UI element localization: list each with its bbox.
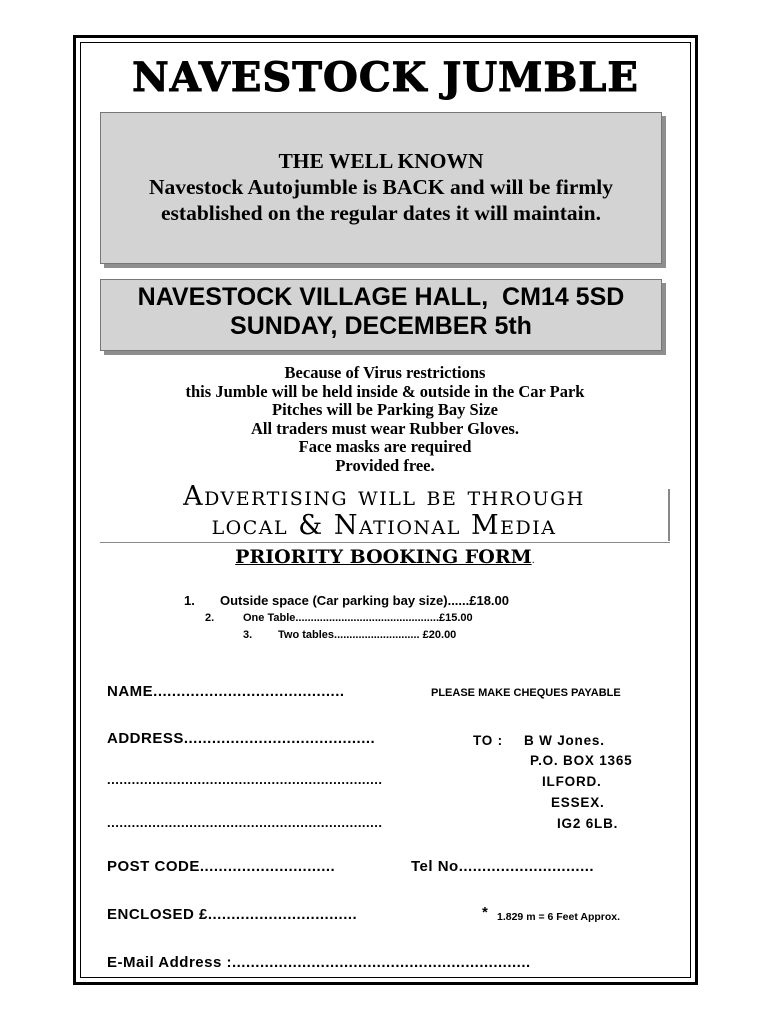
advert-line-2: local & National Media <box>211 510 557 541</box>
virus-line-1: Because of Virus restrictions <box>284 363 486 382</box>
intro-line-2: Navestock Autojumble is BACK and will be firmly <box>148 175 614 199</box>
post-code-field[interactable]: POST CODE............................. <box>107 858 336 875</box>
page-title: NAVESTOCK JUMBLE <box>132 54 639 101</box>
advert-banner <box>100 480 672 540</box>
address-line-3[interactable]: ................................................................... <box>107 815 383 830</box>
venue-line-1: NAVESTOCK VILLAGE HALL, CM14 5SD <box>137 283 625 311</box>
priority-suffix: . <box>531 555 535 566</box>
intro-text <box>97 148 665 226</box>
venue-line-2: SUNDAY, DECEMBER 5th <box>230 312 532 340</box>
tel-field[interactable]: Tel No............................. <box>411 858 595 875</box>
option-text: Outside space (Car parking bay size)......£18.00 <box>220 593 510 608</box>
option-two-tables <box>243 629 456 641</box>
intro-line-3: established on the regular dates it will maintain. <box>161 201 601 225</box>
payee-name: B W Jones. <box>524 733 605 748</box>
option-text: Two tables............................ £20.00 <box>278 629 457 641</box>
priority-heading <box>100 546 670 568</box>
option-text: One Table...............................................£15.00 <box>243 612 473 624</box>
intro-line-1: THE WELL KNOWN <box>278 149 484 173</box>
virus-line-2: this Jumble will be held inside & outside in the Car Park <box>185 381 585 401</box>
name-label: NAME......................................... <box>107 683 345 700</box>
virus-line-5: Face masks are required <box>298 437 472 456</box>
name-field[interactable] <box>107 683 345 700</box>
address-line-2[interactable]: ................................................................... <box>107 772 383 787</box>
option-number: 3. <box>243 629 253 641</box>
option-number: 2. <box>205 612 215 624</box>
conversion-star: * <box>482 904 489 921</box>
advert-rule-horizontal <box>100 542 670 543</box>
payee-town: ILFORD. <box>542 774 602 789</box>
virus-line-4: All traders must wear Rubber Gloves. <box>251 418 519 438</box>
virus-line-3: Pitches will be Parking Bay Size <box>272 400 498 419</box>
virus-notice <box>100 364 670 475</box>
payee-box: P.O. BOX 1365 <box>530 753 633 768</box>
venue-text <box>96 283 666 341</box>
payee-postcode: IG2 6LB. <box>557 816 619 831</box>
advert-line-1: Advertising will be through <box>183 481 585 512</box>
email-field[interactable]: E-Mail Address :................................................................ <box>107 954 531 971</box>
address-field[interactable] <box>107 730 375 747</box>
payee-to-label: TO : <box>473 733 503 748</box>
cheques-note: PLEASE MAKE CHEQUES PAYABLE <box>431 687 621 699</box>
payee-county: ESSEX. <box>551 795 605 810</box>
option-number: 1. <box>184 593 195 608</box>
virus-line-6: Provided free. <box>335 455 435 475</box>
option-outside-space <box>184 593 509 608</box>
address-label: ADDRESS......................................... <box>107 730 376 747</box>
option-one-table <box>205 612 473 624</box>
advert-rule-vertical <box>668 489 670 541</box>
conversion-note: 1.829 m = 6 Feet Approx. <box>497 911 621 923</box>
priority-label: PRIORITY BOOKING FORM <box>235 546 532 568</box>
enclosed-field[interactable]: ENCLOSED £................................ <box>107 906 358 923</box>
advert-text <box>100 482 668 540</box>
